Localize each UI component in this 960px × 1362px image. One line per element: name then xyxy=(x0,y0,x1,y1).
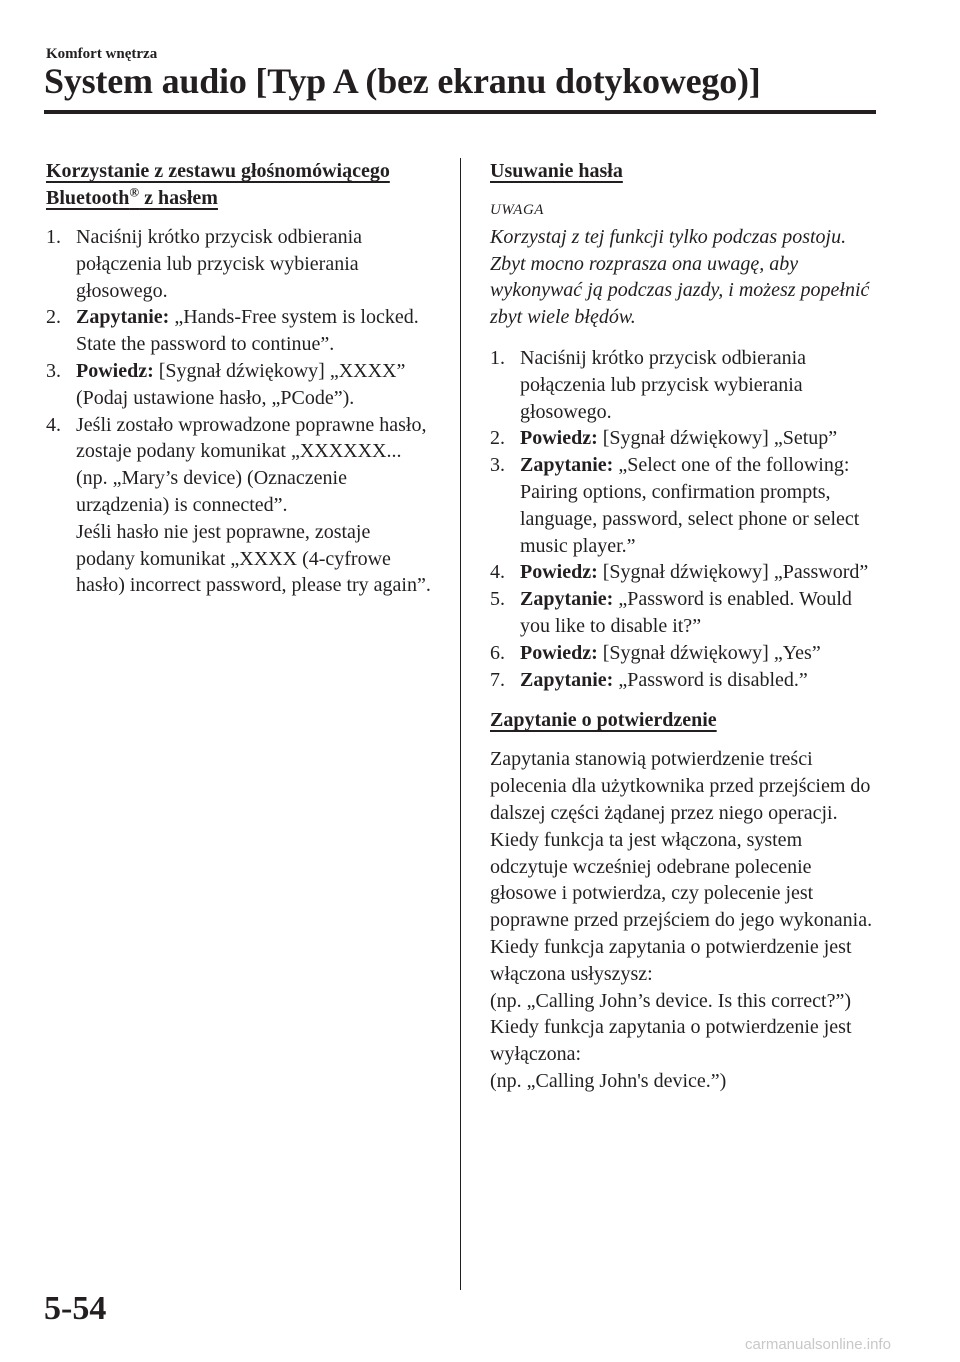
left-heading xyxy=(46,158,434,212)
column-divider xyxy=(460,158,461,1290)
step-label: Powiedz: xyxy=(76,359,154,382)
list-item xyxy=(46,304,434,358)
watermark: carmanualsonline.info xyxy=(745,1336,891,1353)
step-text: [Sygnał dźwiękowy] „XXXX” (Podaj ustawione hasło, „PCode”). xyxy=(76,359,406,409)
list-item: 5. Zapytanie: „Password is enabled. Would you like to disable it?” xyxy=(490,588,852,637)
step-number: 3. xyxy=(46,359,61,382)
step-number: 4. xyxy=(46,413,61,436)
step-text: „Password is enabled. Would you like to disable it?” xyxy=(520,588,852,637)
step-text: [Sygnał dźwiękowy] „Yes” xyxy=(597,641,821,664)
registered-mark: ® xyxy=(129,184,140,200)
page-title: System audio [Typ A (bez ekranu dotykowego)] xyxy=(44,61,761,101)
list-item: 1. Naciśnij krótko przycisk odbierania połączenia lub przycisk wybierania głosowego. xyxy=(490,346,807,423)
list-item: 6. Powiedz: [Sygnał dźwiękowy] „Yes” xyxy=(490,641,821,664)
step-text: „Select one of the following: Pairing options, confirmation prompts, language, password, select phone or select music player.” xyxy=(520,454,860,557)
right-column xyxy=(490,158,878,1095)
step-text: „Password is disabled.” xyxy=(613,668,808,691)
left-column xyxy=(46,158,434,599)
step-text: „Hands-Free system is locked. State the password to continue”. xyxy=(76,306,419,356)
paragraph: Kiedy funkcja zapytania o potwierdzenie jest włączona usłyszysz: xyxy=(490,935,852,985)
right-steps xyxy=(490,345,878,693)
left-heading-part1: Korzystanie z zestawu głośnomówiącego Bluetooth xyxy=(46,160,390,209)
step-text: Jeśli zostało wprowadzone poprawne hasło, zostaje podany komunikat „XXXXXX... (np. „Mary’s device) (Oznaczenie urządzenia) is connected”. xyxy=(76,413,427,516)
list-item: 2. Powiedz: [Sygnał dźwiękowy] „Setup” xyxy=(490,427,838,450)
list-item: 7. Zapytanie: „Password is disabled.” xyxy=(490,668,808,691)
list-item: 4. Powiedz: [Sygnał dźwiękowy] „Password” xyxy=(490,561,869,584)
step-text: Naciśnij krótko przycisk odbierania połączenia lub przycisk wybierania głosowego. xyxy=(520,346,807,423)
step-number: 1. xyxy=(46,226,61,248)
step-text: Naciśnij krótko przycisk odbierania połączenia lub przycisk wybierania głosowego. xyxy=(76,226,363,302)
step-text-secondary: Jeśli hasło nie jest poprawne, zostaje podany komunikat „XXXX (4-cyfrowe hasło) incorrect password, please try again”. xyxy=(76,520,431,597)
section-label: Komfort wnętrza xyxy=(46,46,158,62)
note-title: UWAGA xyxy=(490,202,544,218)
left-heading-part2: z hasłem xyxy=(139,187,218,209)
step-text: [Sygnał dźwiękowy] „Password” xyxy=(597,561,869,584)
header-rule xyxy=(44,110,876,114)
right-heading-confirmation: Zapytanie o potwierdzenie xyxy=(490,709,717,732)
step-text: [Sygnał dźwiękowy] „Setup” xyxy=(597,427,838,450)
list-item xyxy=(46,358,434,412)
paragraph: Kiedy funkcja zapytania o potwierdzenie jest wyłączona: xyxy=(490,1016,852,1066)
page-number: 5-54 xyxy=(44,1290,107,1327)
paragraph: (np. „Calling John’s device. Is this correct?”) xyxy=(490,989,851,1012)
paragraph: Zapytania stanowią potwierdzenie treści polecenia dla użytkownika przed przejściem do dalszej części żądanej przez niego operacji. Kiedy funkcja ta jest włączona, system odczytuje wcześniej odebrane polecenie głosowe i potwierdza, czy polecenie jest poprawne przed przejściem do jego wykonania. xyxy=(490,748,873,932)
list-item: 3. Zapytanie: „Select one of the following: Pairing options, confirmation prompts, language, password, select phone or select music player.” xyxy=(490,454,860,557)
step-label: Zapytanie: xyxy=(76,306,170,329)
paragraph: (np. „Calling John's device.”) xyxy=(490,1069,727,1092)
left-steps xyxy=(46,224,434,599)
list-item xyxy=(46,412,434,600)
list-item xyxy=(46,224,434,304)
step-number: 2. xyxy=(46,306,61,329)
note-block xyxy=(490,197,878,331)
note-text: Korzystaj z tej funkcji tylko podczas postoju. Zbyt mocno rozprasza ona uwagę, aby wykonywać ją podczas jazdy, i możesz popełnić zbyt wiele błędów. xyxy=(490,225,870,329)
right-heading-password: Usuwanie hasła xyxy=(490,160,623,182)
